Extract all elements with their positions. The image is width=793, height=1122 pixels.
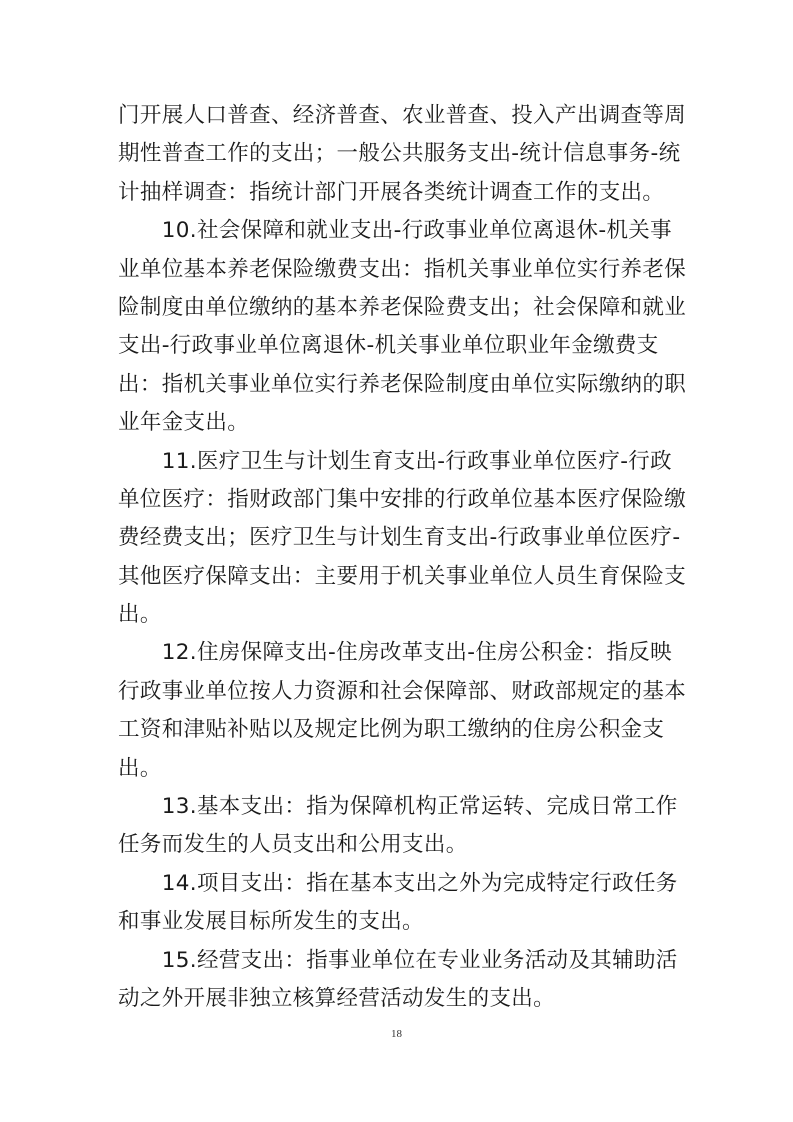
- text-line: 任务而发生的人员支出和公用支出。: [118, 832, 468, 858]
- text-line: 支出-行政事业单位离退休-机关事业单位职业年金缴费支: [118, 333, 659, 359]
- text-line: 门开展人口普查、经济普查、农业普查、投入产出调查等周: [118, 103, 687, 128]
- text-line: 10.社会保障和就业支出-行政事业单位离退休-机关事: [118, 218, 673, 244]
- body-text: [118, 97, 688, 1018]
- text-line: 13.基本支出：指为保障机构正常运转、完成日常工作: [118, 794, 678, 820]
- text-line: 出：指机关事业单位实行养老保险制度由单位实际缴纳的职: [118, 371, 687, 397]
- text-line: 其他医疗保障支出：主要用于机关事业单位人员生育保险支: [118, 563, 687, 589]
- text-line: 出。: [118, 602, 162, 628]
- page-number: 18: [391, 1028, 402, 1040]
- text-line: 出。: [118, 755, 162, 781]
- text-line: 14.项目支出：指在基本支出之外为完成特定行政任务: [118, 870, 678, 896]
- text-line: 和事业发展目标所发生的支出。: [118, 909, 424, 935]
- text-line: 费经费支出；医疗卫生与计划生育支出-行政事业单位医疗-: [118, 525, 681, 551]
- text-line: 12.住房保障支出-住房改革支出-住房公积金：指反映: [118, 640, 673, 666]
- text-line: 行政事业单位按人力资源和社会保障部、财政部规定的基本: [118, 678, 687, 704]
- text-line: 动之外开展非独立核算经营活动发生的支出。: [118, 985, 556, 1011]
- text-line: 15.经营支出：指事业单位在专业业务活动及其辅助活: [118, 947, 678, 973]
- text-line: 险制度由单位缴纳的基本养老保险费支出；社会保障和就业: [118, 294, 687, 320]
- text-line: 工资和津贴补贴以及规定比例为职工缴纳的住房公积金支: [118, 717, 665, 743]
- text-line: 11.医疗卫生与计划生育支出-行政事业单位医疗-行政: [118, 448, 673, 474]
- text-line: 业年金支出。: [118, 410, 250, 436]
- text-line: 业单位基本养老保险缴费支出：指机关事业单位实行养老保: [118, 256, 687, 282]
- text-line: 单位医疗：指财政部门集中安排的行政单位基本医疗保险缴: [118, 486, 687, 512]
- text-line: 期性普查工作的支出；一般公共服务支出-统计信息事务-统: [118, 141, 681, 167]
- text-line: 计抽样调查：指统计部门开展各类统计调查工作的支出。: [118, 179, 665, 205]
